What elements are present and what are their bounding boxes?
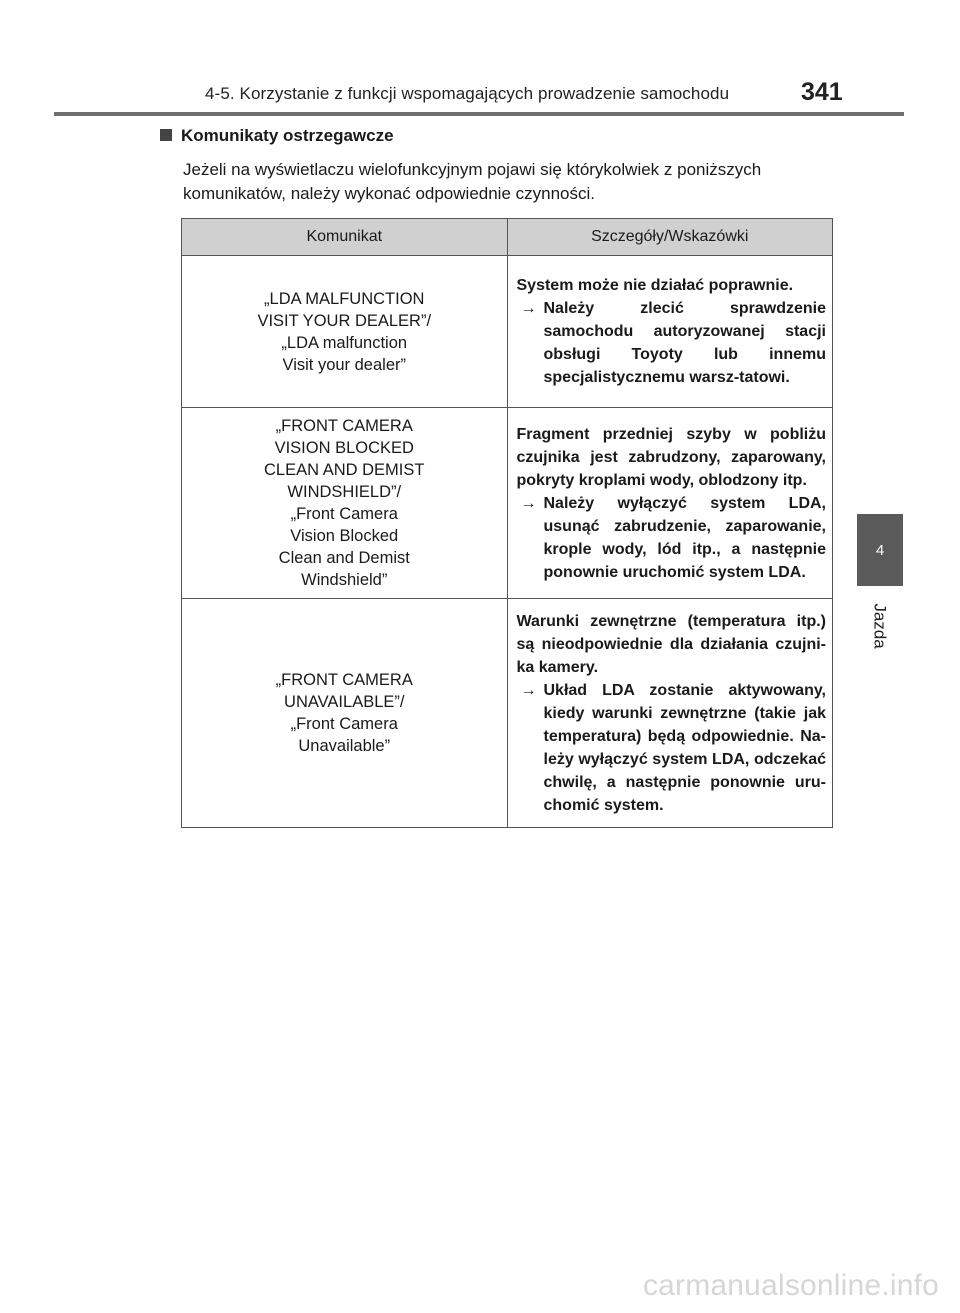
column-header-details: Szczegóły/Wskazówki bbox=[507, 219, 833, 256]
warning-messages-table bbox=[181, 218, 833, 828]
message-cell: „FRONT CAMERA UNAVAILABLE”/ „Front Camera Unavailable” bbox=[182, 599, 508, 828]
watermark: carmanualsonline.info bbox=[642, 1269, 939, 1302]
detail-text: System może nie działać poprawnie. bbox=[516, 277, 794, 294]
chapter-tab[interactable] bbox=[857, 514, 903, 586]
chapter-number: 4 bbox=[875, 541, 885, 559]
action-text: Układ LDA zostanie aktywowany, kiedy warunki zewnętrzne (takie jak temperatura) będą odpowiednie. Na-leży wyłączyć system LDA, odczekać chwilę, a następnie ponownie uru-chomić system. bbox=[543, 681, 826, 814]
action-text: Należy wyłączyć system LDA, usunąć zabrudzenie, zaparowanie, krople wody, lód itp., a następnie ponownie uruchomić system LDA. bbox=[543, 494, 826, 581]
details-cell bbox=[507, 408, 833, 599]
square-bullet-icon bbox=[160, 129, 172, 141]
table-header-row bbox=[182, 219, 833, 256]
action-item bbox=[517, 297, 827, 389]
column-header-message: Komunikat bbox=[182, 219, 508, 256]
header-rule bbox=[54, 112, 904, 116]
table-row bbox=[182, 408, 833, 599]
intro-paragraph: Jeżeli na wyświetlaczu wielofunkcyjnym pojawi się którykolwiek z poniższych komunikatów, należy wykonać odpowiednie czynności. bbox=[183, 160, 762, 203]
arrow-right-icon: → bbox=[520, 681, 537, 699]
details-cell bbox=[507, 599, 833, 828]
chapter-name: Jazda bbox=[871, 603, 890, 649]
message-cell: „LDA MALFUNCTION VISIT YOUR DEALER”/ „LDA malfunction Visit your dealer” bbox=[182, 256, 508, 408]
details-cell bbox=[507, 256, 833, 408]
action-text: Należy zlecić sprawdzenie samochodu autoryzowanej stacji obsługi Toyoty lub innemu specjalistycznemu warsz-tatowi. bbox=[543, 300, 826, 386]
page-number: 341 bbox=[801, 78, 843, 106]
section-heading bbox=[160, 126, 394, 146]
table-row bbox=[182, 599, 833, 828]
action-item bbox=[517, 679, 827, 817]
arrow-right-icon: → bbox=[520, 494, 537, 512]
detail-text: Fragment przedniej szyby w pobliżu czujnika jest zabrudzony, zaparowany, pokryty kroplami wody, oblodzony itp. bbox=[516, 425, 826, 489]
action-item bbox=[517, 492, 827, 584]
message-cell: „FRONT CAMERA VISION BLOCKED CLEAN AND DEMIST WINDSHIELD”/ „Front Camera Vision Blocked Clean and Demist Windshield” bbox=[182, 408, 508, 599]
header-title: 4-5. Korzystanie z funkcji wspomagających prowadzenie samochodu bbox=[205, 84, 730, 103]
section-heading-text: Komunikaty ostrzegawcze bbox=[181, 126, 394, 145]
detail-text: Warunki zewnętrzne (temperatura itp.) są nieodpowiednie dla działania czujni-ka kamery. bbox=[516, 612, 826, 676]
arrow-right-icon: → bbox=[520, 300, 537, 317]
chapter-name-label bbox=[862, 596, 898, 656]
table-row bbox=[182, 256, 833, 408]
